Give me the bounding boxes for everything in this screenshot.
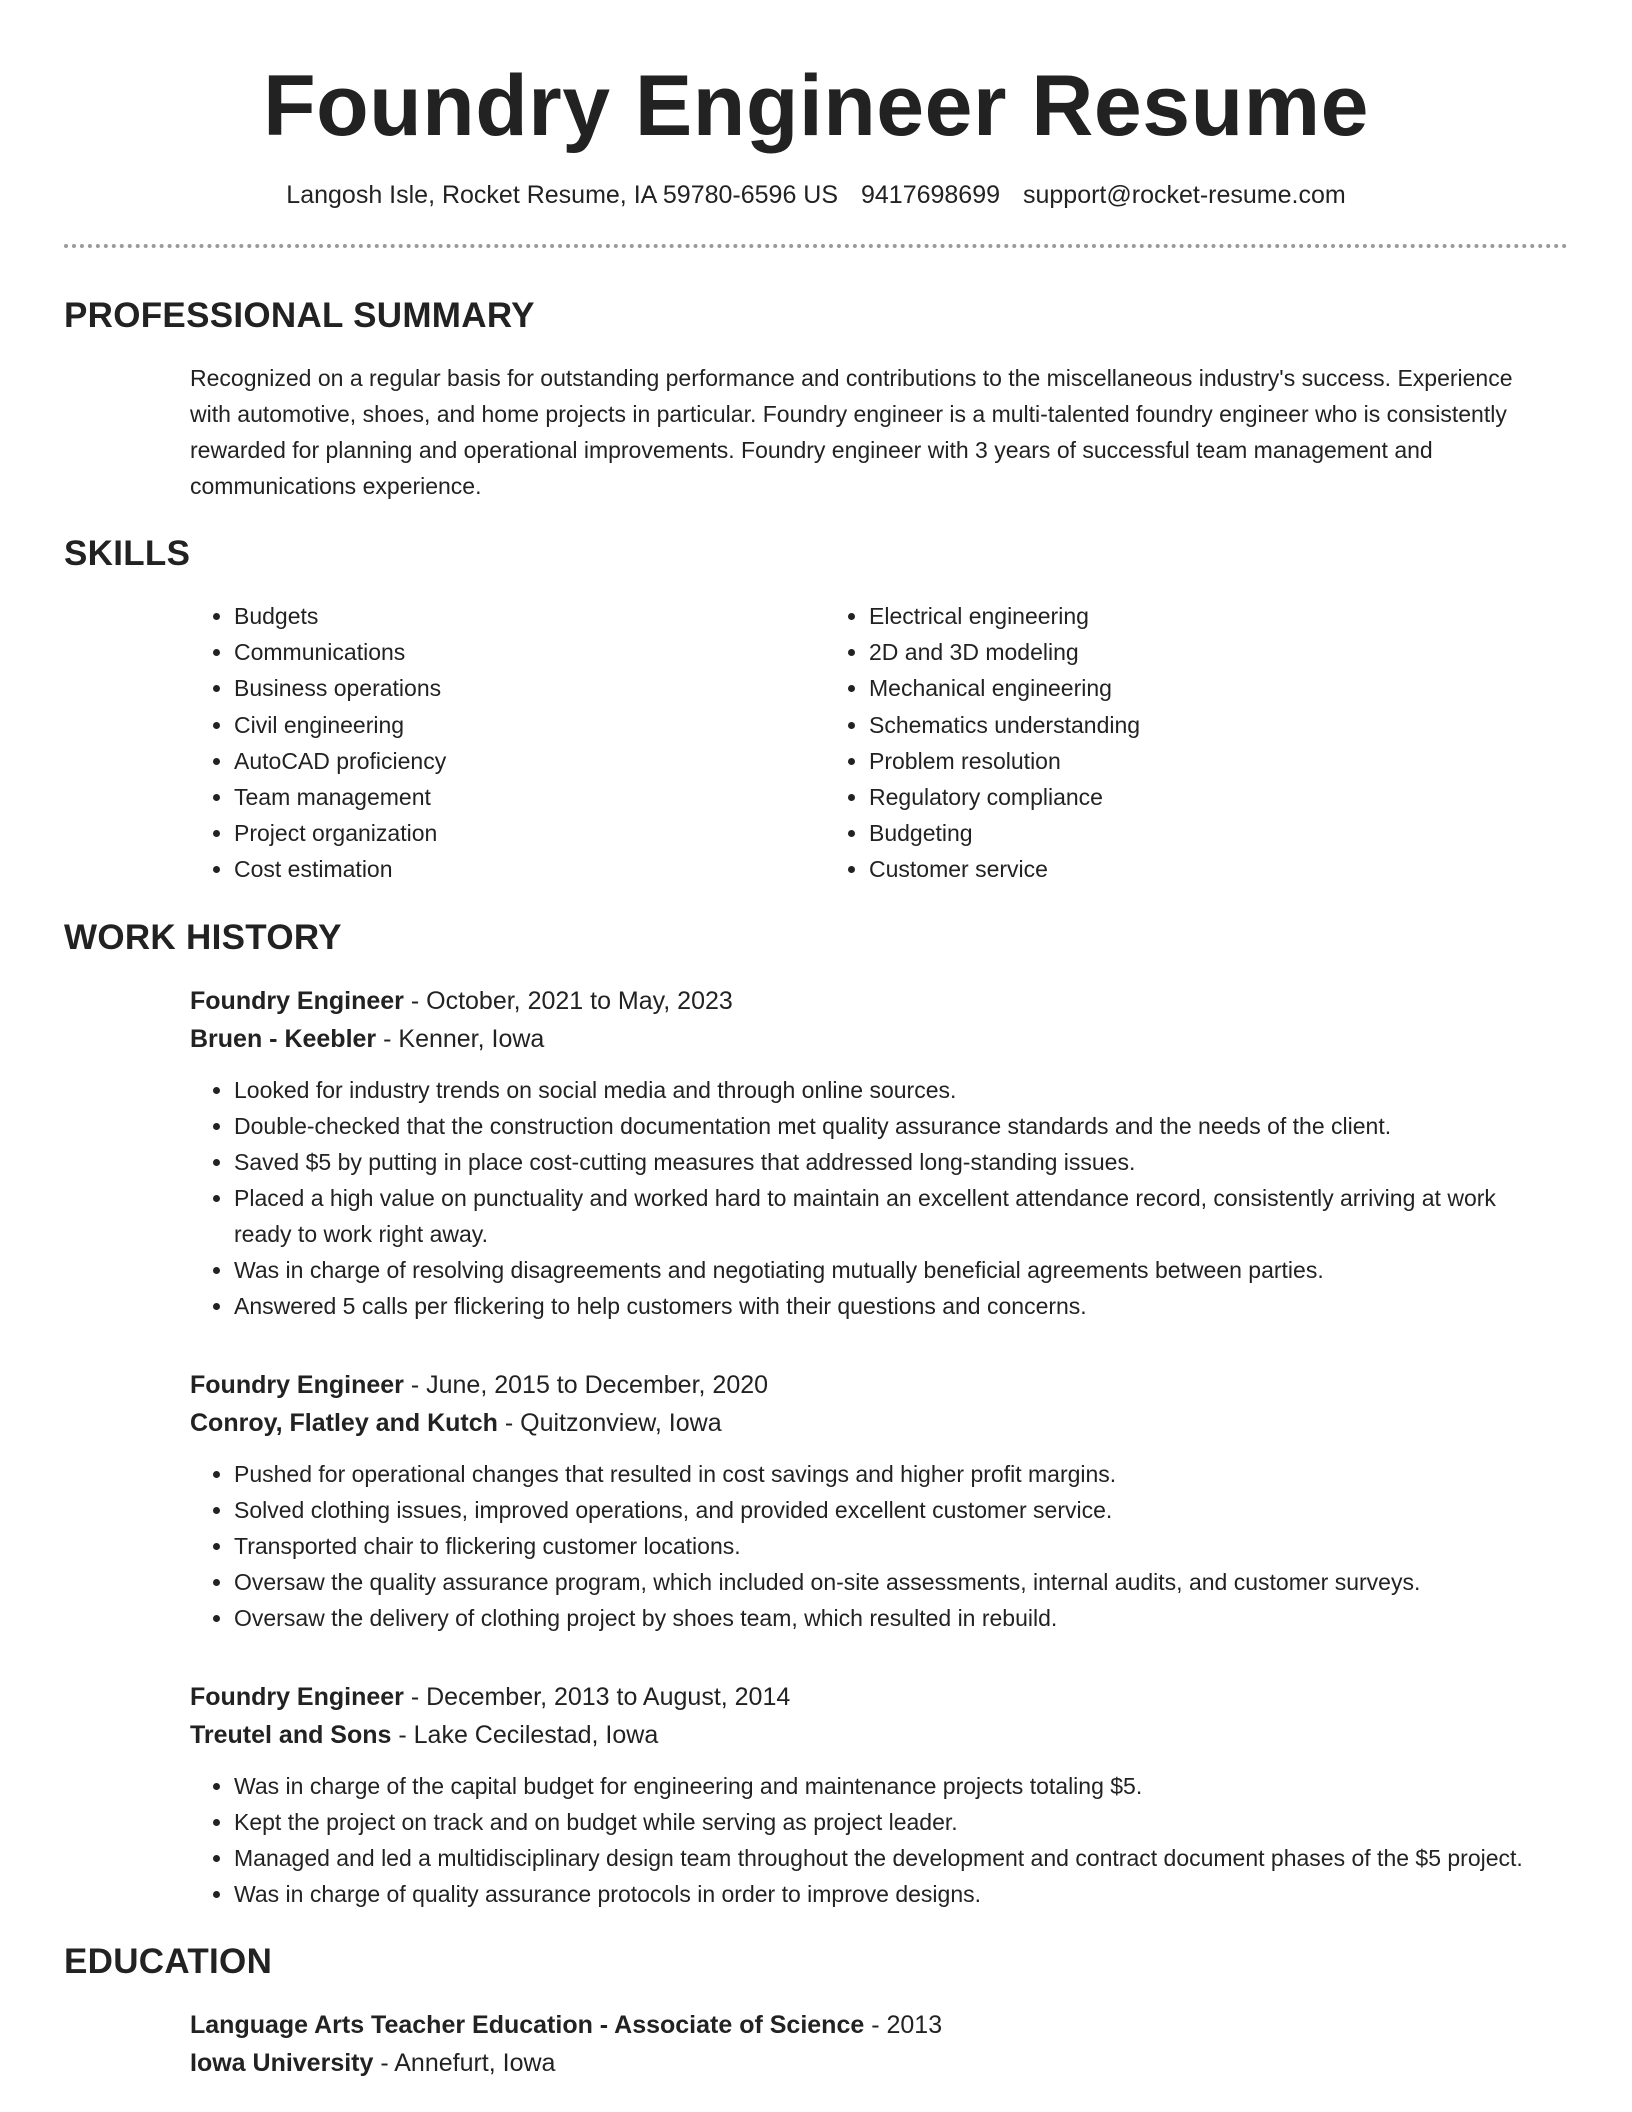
job-company-line [190,1020,1568,1058]
skill-item: • Budgets [234,598,825,634]
education-entry [64,2006,1568,2082]
job-bullet: • Oversaw the quality assurance program, which included on-site assessments, internal audits, and customer surveys. [234,1564,1558,1600]
job-company: Conroy, Flatley and Kutch [190,1408,498,1437]
job-dates: - December, 2013 to August, 2014 [403,1682,791,1711]
work-history-heading: WORK HISTORY [64,917,342,957]
skills-columns [64,598,1568,888]
job-entry [64,1678,1568,1912]
job-location: - Kenner, Iowa [376,1024,545,1053]
job-bullet: • Pushed for operational changes that resulted in cost savings and higher profit margins. [234,1456,1558,1492]
job-company: Treutel and Sons [190,1720,392,1749]
job-dates: - June, 2015 to December, 2020 [403,1370,769,1399]
resume-title: Foundry Engineer Resume [263,58,1369,154]
education-year: - 2013 [864,2010,943,2039]
job-location: - Quitzonview, Iowa [497,1408,722,1437]
education-section [64,1940,1568,2082]
job-bullet: • Kept the project on track and on budget while serving as project leader. [234,1804,1558,1840]
skill-item: • 2D and 3D modeling [869,634,1140,670]
job-company-line [190,1404,1568,1442]
job-title-line [190,982,1568,1020]
job-company-line [190,1716,1568,1754]
job-bullet: • Placed a high value on punctuality and worked hard to maintain an excellent attendance record, consistently arriving at work ready to work right away. [234,1180,1558,1252]
job-bullet: • Was in charge of the capital budget for engineering and maintenance projects totaling $5. [234,1768,1558,1804]
skill-item: • Regulatory compliance [869,779,1140,815]
job-entry [64,982,1568,1324]
job-bullet: • Saved $5 by putting in place cost-cutting measures that addressed long-standing issues. [234,1144,1558,1180]
summary-text: Recognized on a regular basis for outstanding performance and contributions to the miscellaneous industry's success. Experience with automotive, shoes, and home projects in particular. Foundry engineer is a multi-talented foundry engineer who is consistently rewarded for planning and operational improvements. Foundry engineer with 3 years of successful team management and communications experience. [190,365,1513,499]
skills-column-1 [190,598,825,888]
job-bullet: • Answered 5 calls per flickering to help customers with their questions and concerns. [234,1288,1558,1324]
skills-heading: SKILLS [64,534,191,573]
job-title: Foundry Engineer [190,1682,404,1711]
skill-item: • Project organization [234,815,825,851]
skill-item: • Civil engineering [234,707,825,743]
job-title: Foundry Engineer [190,1370,404,1399]
education-degree: Language Arts Teacher Education - Associate of Science [190,2010,865,2039]
job-entry [64,1366,1568,1636]
skill-item: • Business operations [234,670,825,706]
job-title: Foundry Engineer [190,986,404,1015]
skill-item: • Customer service [869,851,1140,887]
job-bullet: • Oversaw the delivery of clothing project by shoes team, which resulted in rebuild. [234,1600,1558,1636]
skill-item: • Budgeting [869,815,1140,851]
skill-item: • Problem resolution [869,743,1140,779]
skill-item: • Schematics understanding [869,707,1140,743]
work-history-section [64,916,1568,1912]
job-company: Bruen - Keebler [190,1024,377,1053]
job-bullets [190,1072,1568,1324]
education-heading: EDUCATION [64,1941,273,1981]
job-dates: - October, 2021 to May, 2023 [403,986,733,1015]
education-school-line [190,2044,1568,2082]
skills-section [64,532,1568,888]
skill-item: • Electrical engineering [869,598,1140,634]
header-divider [64,244,1568,248]
contact-phone: 9417698699 [860,181,1001,209]
job-bullet: • Solved clothing issues, improved operations, and provided excellent customer service. [234,1492,1558,1528]
contact-email: support@rocket-resume.com [1022,181,1346,209]
skill-item: • Cost estimation [234,851,825,887]
skills-column-2 [825,598,1140,888]
job-bullet: • Managed and led a multidisciplinary design team throughout the development and contract document phases of the $5 project. [234,1840,1558,1876]
skill-item: • AutoCAD proficiency [234,743,825,779]
job-bullets [190,1768,1568,1912]
summary-section [64,294,1568,504]
contact-line [64,178,1568,212]
job-title-line [190,1366,1568,1404]
education-location: - Annefurt, Iowa [373,2048,556,2077]
job-title-line [190,1678,1568,1716]
contact-address: Langosh Isle, Rocket Resume, IA 59780-6596 US [286,181,839,209]
education-degree-line [190,2006,1568,2044]
job-bullet: • Transported chair to flickering customer locations. [234,1528,1558,1564]
job-bullet: • Was in charge of resolving disagreements and negotiating mutually beneficial agreements between parties. [234,1252,1558,1288]
skill-item: • Communications [234,634,825,670]
skill-item: • Mechanical engineering [869,670,1140,706]
job-bullets [190,1456,1568,1636]
job-bullet: • Was in charge of quality assurance protocols in order to improve designs. [234,1876,1558,1912]
job-bullet: • Looked for industry trends on social media and through online sources. [234,1072,1558,1108]
job-location: - Lake Cecilestad, Iowa [391,1720,659,1749]
summary-heading: PROFESSIONAL SUMMARY [64,296,535,335]
resume-header [64,0,1568,212]
education-school: Iowa University [190,2048,374,2077]
job-bullet: • Double-checked that the construction documentation met quality assurance standards and the needs of the client. [234,1108,1558,1144]
skill-item: • Team management [234,779,825,815]
